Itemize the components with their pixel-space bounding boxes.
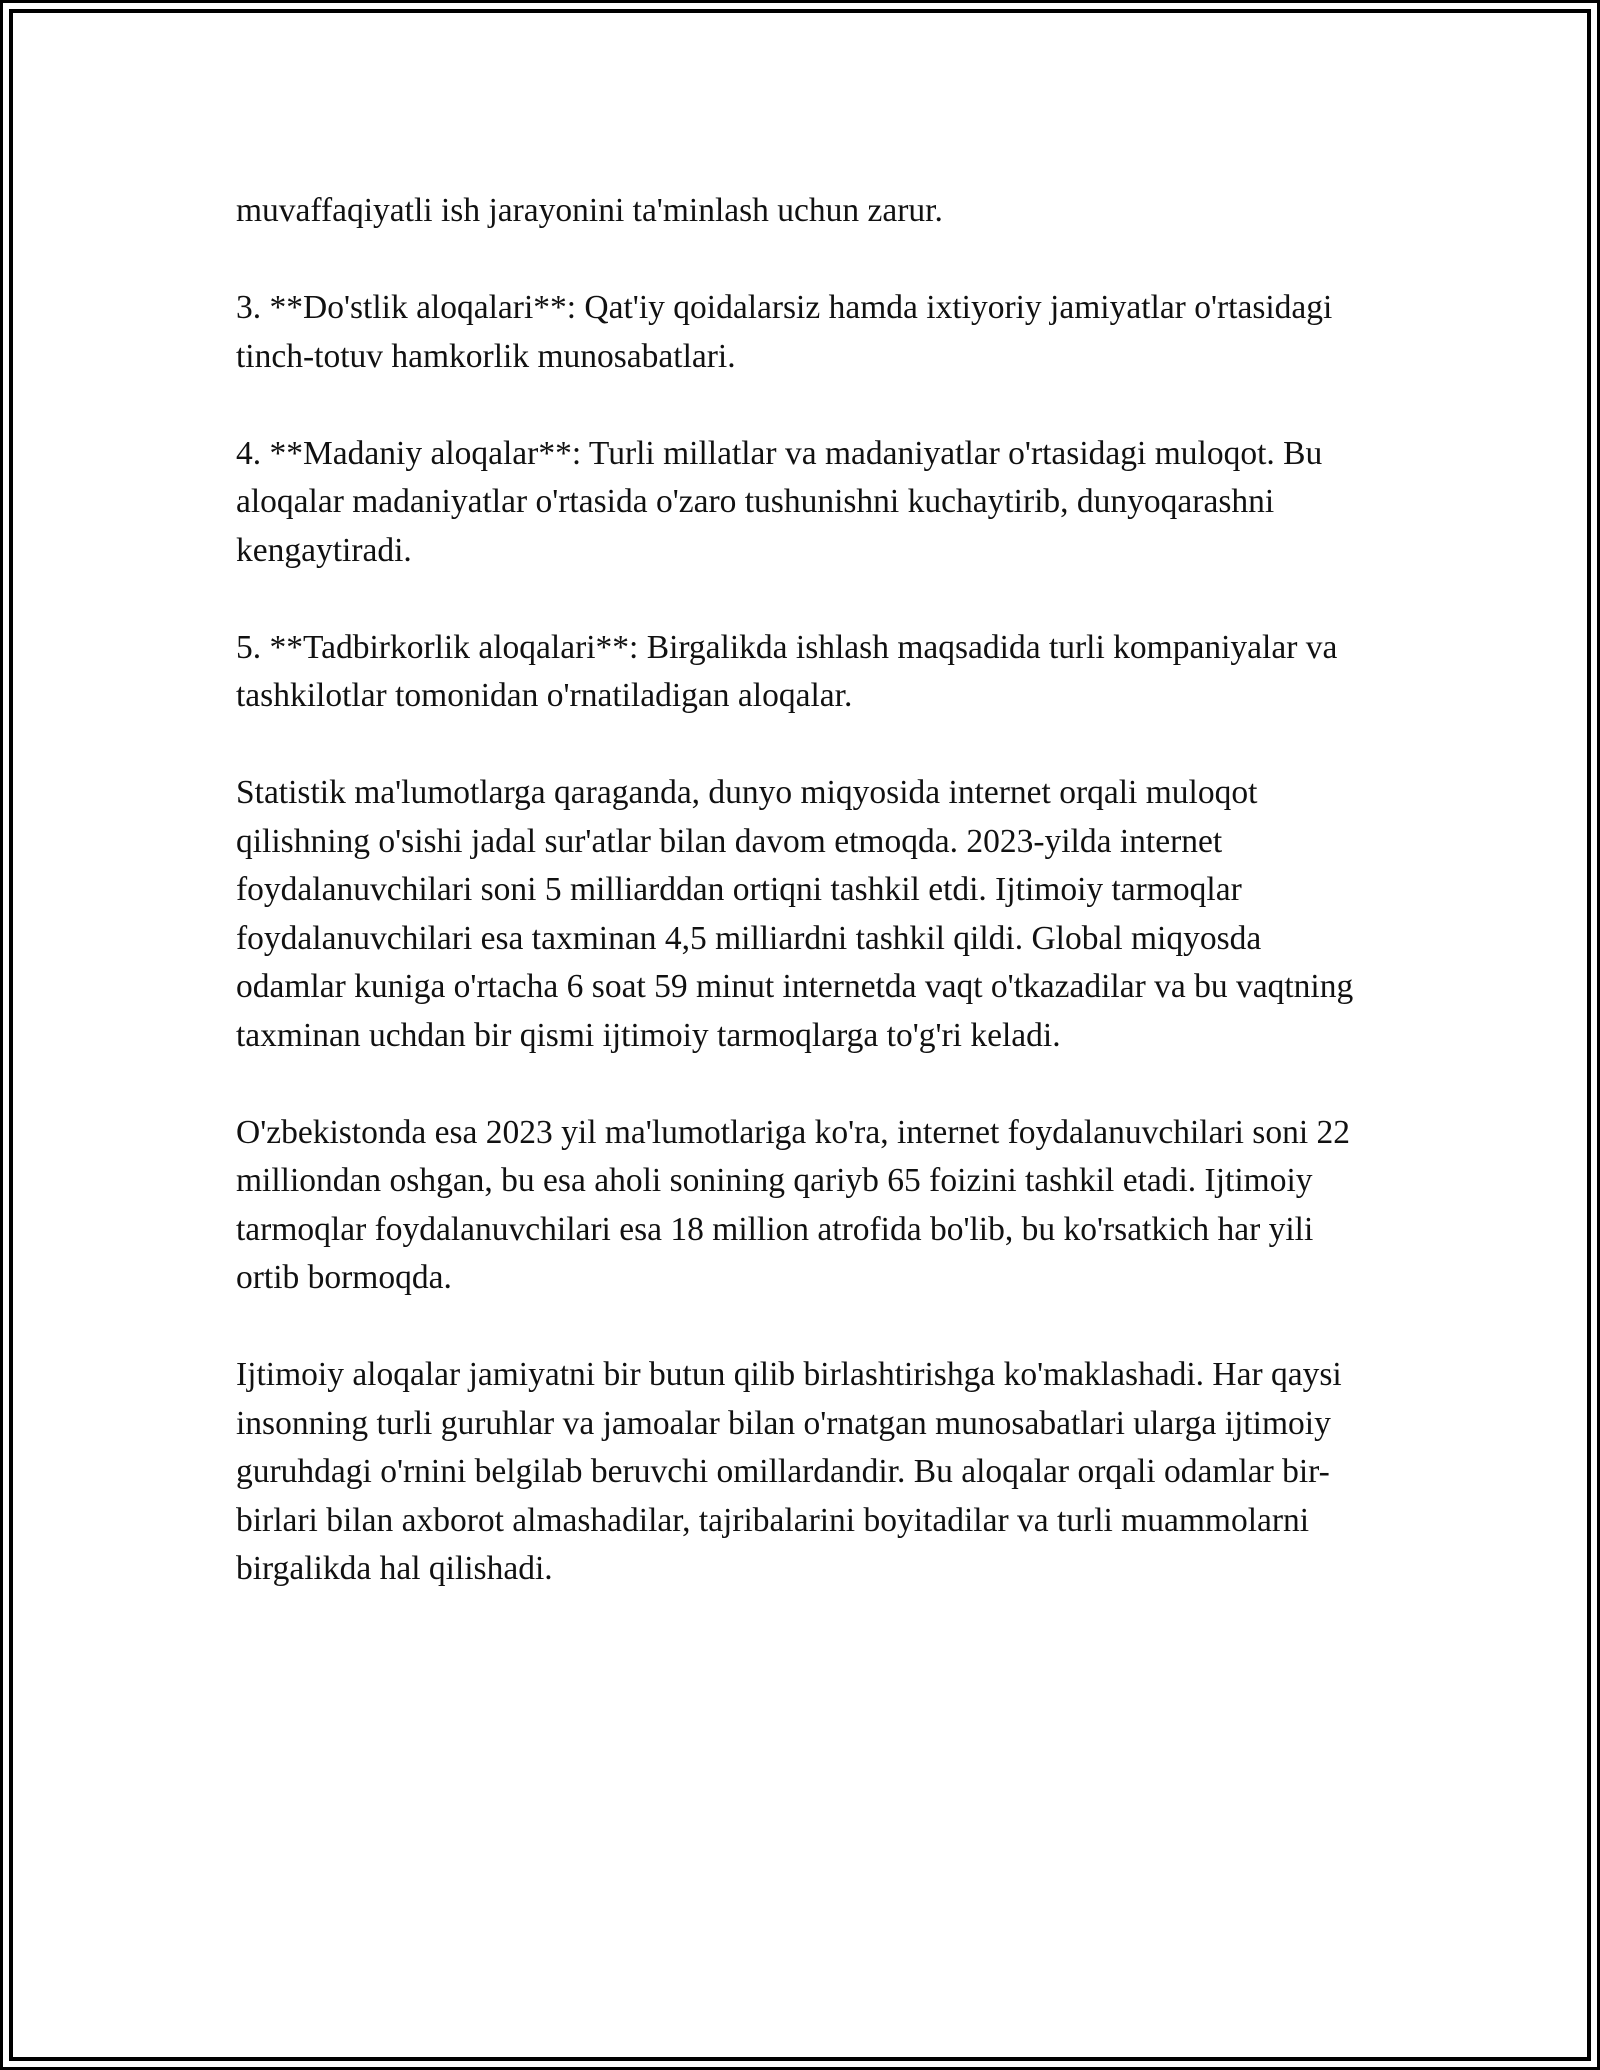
paragraph-cultural-relations: 4. **Madaniy aloqalar**: Turli millatlar va madaniyatlar o'rtasidagi muloqot. Bu aloqalar madaniyatlar o'rtasida o'zaro tushunishni kuchaytirib, dunyoqarashni kengaytiradi.	[236, 434, 1323, 569]
paragraph-business-relations: 5. **Tadbirkorlik aloqalari**: Birgalikda ishlash maqsadida turli kompaniyalar va tashkilotlar tomonidan o'rnatiladigan aloqalar.	[236, 628, 1338, 714]
paragraph-continuation: muvaffaqiyatli ish jarayonini ta'minlash uchun zarur.	[236, 192, 943, 229]
paragraph-uzbekistan-statistics: O'zbekistonda esa 2023 yil ma'lumotlariga ko'ra, internet foydalanuvchilari soni 22 milliondan oshgan, bu esa aholi sonining qariyb 65 foizini tashkil etadi. Ijtimoiy tarmoqlar foydalanuvchilari esa 18 million atrofida bo'lib, bu ko'rsatkich har yili ortib bormoqda.	[236, 1113, 1351, 1296]
paragraph-friendship-relations: 3. **Do'stlik aloqalari**: Qat'iy qoidalarsiz hamda ixtiyoriy jamiyatlar o'rtasidagi tinch-totuv hamkorlik munosabatlari.	[236, 289, 1333, 375]
document-body	[236, 187, 1376, 1642]
paragraph-social-relations-summary: Ijtimoiy aloqalar jamiyatni bir butun qilib birlashtirishga ko'maklashadi. Har qaysi insonning turli guruhlar va jamoalar bilan o'rnatgan munosabatlari ularga ijtimoiy guruhdagi o'rnini belgilab beruvchi omillardandir. Bu aloqalar orqali odamlar bir-birlari bilan axborot almashadilar, tajribalarini boyitadilar va turli muammolarni birgalikda hal qilishadi.	[236, 1356, 1342, 1587]
paragraph-global-statistics: Statistik ma'lumotlarga qaraganda, dunyo miqyosida internet orqali muloqot qilishning o'sishi jadal sur'atlar bilan davom etmoqda. 2023-yilda internet foydalanuvchilari soni 5 milliarddan ortiqni tashkil etdi. Ijtimoiy tarmoqlar foydalanuvchilari esa taxminan 4,5 milliardni tashkil qildi. Global miqyosda odamlar kuniga o'rtacha 6 soat 59 minut internetda vaqt o'tkazadilar va bu vaqtning taxminan uchdan bir qismi ijtimoiy tarmoqlarga to'g'ri keladi.	[236, 774, 1354, 1054]
